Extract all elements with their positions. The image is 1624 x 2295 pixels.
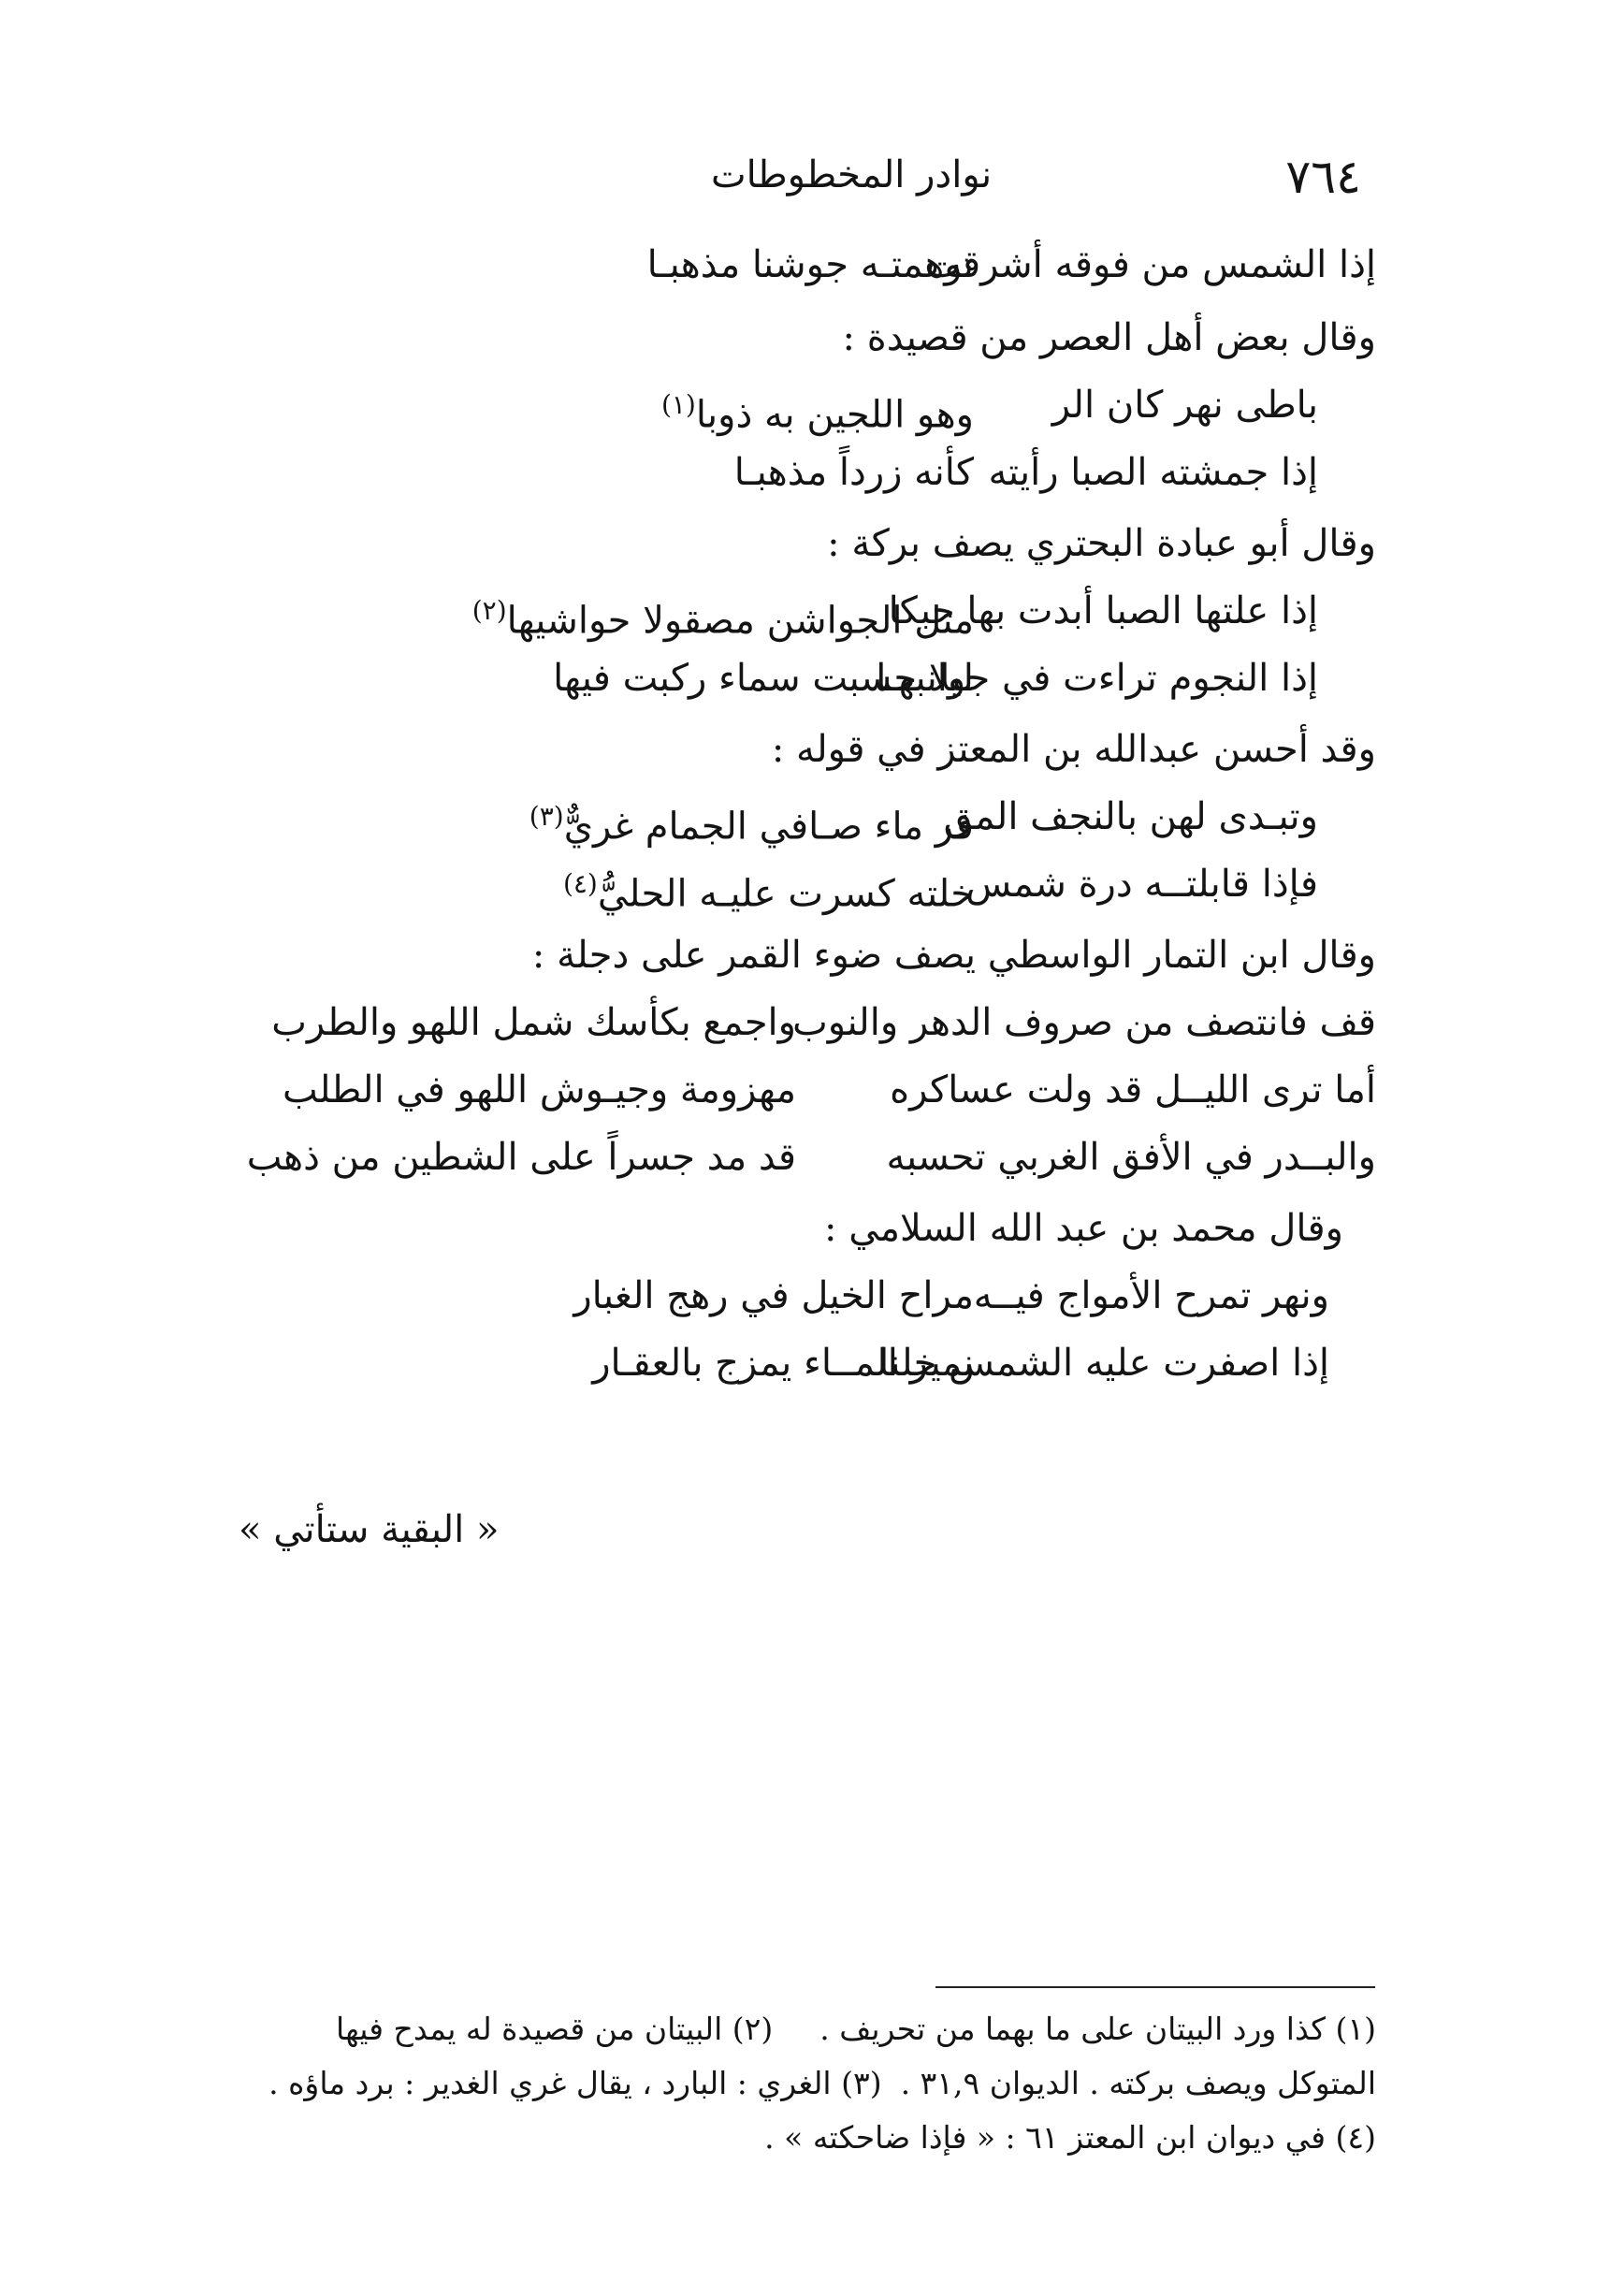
- footnote-text: (٢) البيتان من قصيدة له يمدح فيها: [336, 2011, 774, 2047]
- footnote-marker: (٣): [529, 801, 564, 832]
- prose-line: وقد أحسن عبدالله بن المعتز في قوله :: [771, 728, 1376, 771]
- verse-first-hemistich: قف فانتصف من صروف الدهر والنوب: [792, 1001, 1376, 1044]
- hemistich-text: وهو اللجين به ذوبا: [695, 393, 974, 437]
- verse-second-hemistich: كأنه زرداً مذهبـا: [733, 451, 974, 494]
- footnote-line: (٤) في ديوان ابن المعتز ٦١ : « فإذا ضاحكته » .: [764, 2119, 1376, 2156]
- footnote-text: (١) كذا ورد البيتان على ما بهما من تحريف .: [819, 2011, 1376, 2047]
- footnotes: [244, 2002, 1376, 2165]
- hemistich-text: فر ماء صـافي الجمام غريٌّ: [563, 805, 974, 849]
- hemistich-text: خلته كسرت عليـه الحليُّ: [597, 872, 974, 916]
- verse-first-hemistich: فإذا قابلتــه درة شمس: [965, 863, 1318, 906]
- footnote-line: [244, 2056, 1376, 2111]
- page-number: ٧٦٤: [1285, 150, 1361, 204]
- prose-line: وقال أبو عبادة البحتري يصف بركة :: [827, 522, 1376, 565]
- running-title: نوادر المخطوطات: [711, 153, 993, 196]
- verse-second-hemistich: [661, 379, 974, 441]
- verse-first-hemistich: إذا علتها الصبا أبدت بها حبكا: [888, 589, 1318, 632]
- verse-second-hemistich: [563, 858, 974, 920]
- verse-second-hemistich: مهزومة وجيـوش اللهو في الطلب: [282, 1068, 796, 1111]
- footnote-text: (٣) الغري : البارد ، يقال غري الغدير : برد ماؤه .: [268, 2065, 882, 2101]
- verse-first-hemistich: ونهر تمرح الأمواج فيــه: [973, 1274, 1329, 1317]
- verse-first-hemistich: إذا الشمس من فوقه أشرقت: [925, 243, 1376, 286]
- verse-second-hemistich: واجمع بكأسك شمل اللهو والطرب: [271, 1001, 796, 1044]
- verse-second-hemistich: [529, 791, 974, 852]
- continued-note: « البقية ستأتي »: [239, 1508, 500, 1551]
- footnote-divider: [935, 1986, 1375, 1988]
- verse-second-hemistich: ليلا حسبت سماء ركبت فيها: [553, 657, 974, 700]
- hemistich-text: مثل الجواشن مصقولا حواشيها: [506, 599, 974, 643]
- footnote-marker: (٤): [562, 868, 598, 899]
- verse-second-hemistich: قد مد جسراً على الشطين من ذهب: [246, 1136, 796, 1179]
- verse-second-hemistich: توهمتـه جوشنا مذهبـا: [646, 243, 974, 286]
- verse-second-hemistich: نمير المــاء يمزج بالعقـار: [592, 1342, 974, 1385]
- prose-line: وقال بعض أهل العصر من قصيدة :: [842, 316, 1376, 359]
- verse-first-hemistich: والبــدر في الأفق الغربي تحسبه: [886, 1136, 1376, 1179]
- footnote-line: [244, 2002, 1376, 2056]
- verse-first-hemistich: إذا النجوم تراءت في جوانبهـا: [876, 657, 1318, 700]
- page-header: [711, 150, 1361, 206]
- prose-line: وقال ابن التمار الواسطي يصف ضوء القمر على دجلة :: [531, 934, 1376, 977]
- prose-line: وقال محمد بن عبد الله السلامي :: [824, 1207, 1343, 1250]
- verse-second-hemistich: مراح الخيل في رهج الغبار: [573, 1274, 974, 1317]
- verse-first-hemistich: إذا جمشته الصبا رأيته: [988, 451, 1318, 494]
- footnote-marker: (٢): [471, 595, 507, 626]
- verse-first-hemistich: وتبـدى لهن بالنجف المق: [943, 795, 1318, 838]
- verse-second-hemistich: [472, 585, 974, 646]
- verse-first-hemistich: إذا اصفرت عليه الشمس خلنا: [878, 1342, 1329, 1385]
- verse-first-hemistich: باطى نهر كان الر: [1051, 384, 1318, 427]
- footnote-text: المتوكل ويصف بركته . الديوان ٣١,٩ .: [900, 2065, 1376, 2101]
- footnote-marker: (١): [660, 389, 696, 420]
- verse-first-hemistich: أما ترى الليــل قد ولت عساكره: [890, 1068, 1376, 1111]
